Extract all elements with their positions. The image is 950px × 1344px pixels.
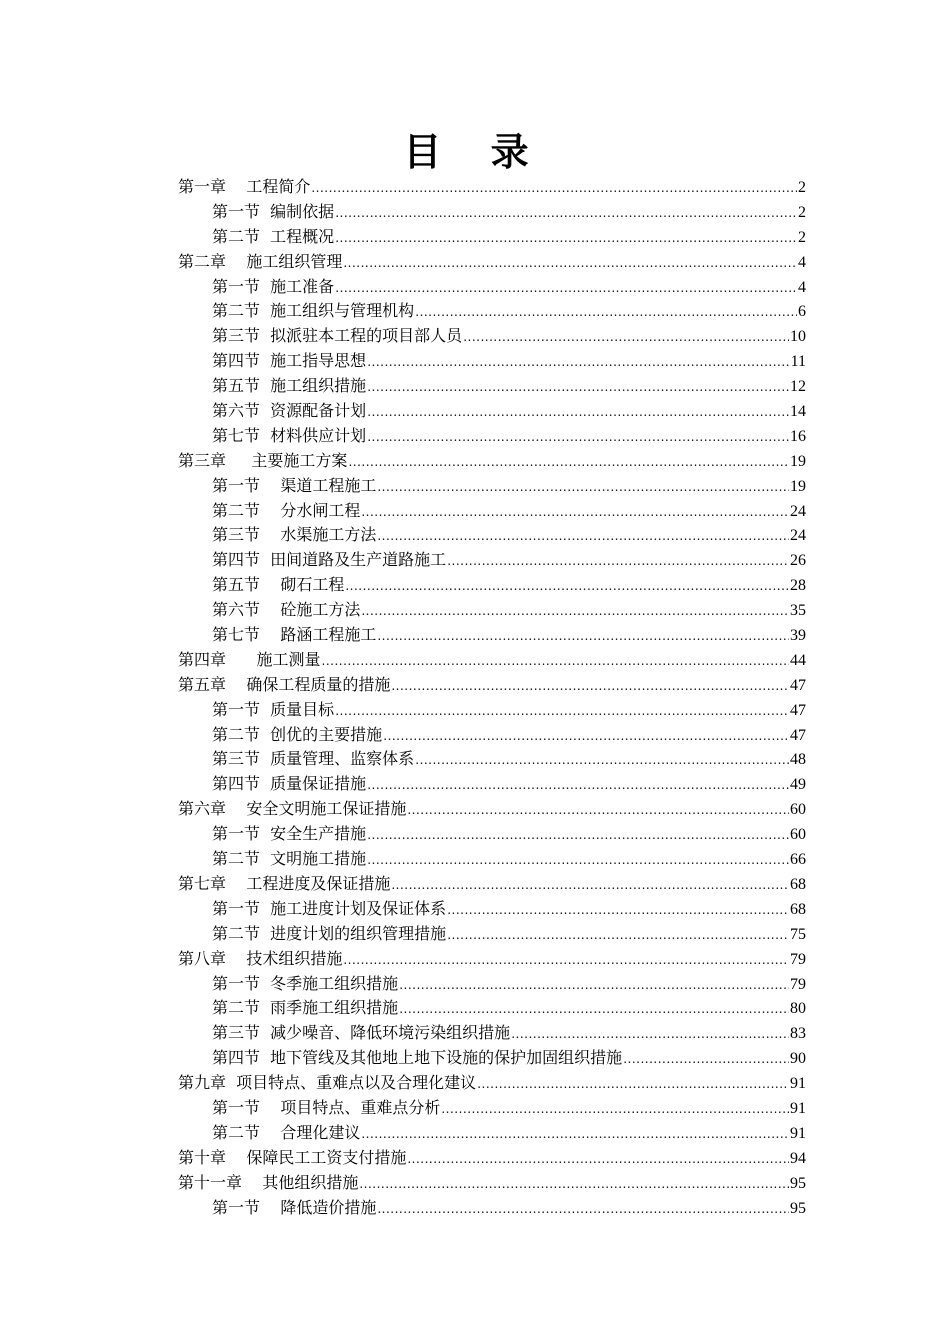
toc-page-number: 24	[790, 527, 806, 545]
toc-page-number: 66	[790, 851, 806, 869]
toc-entry-label: 第二节 创优的主要措施	[212, 724, 383, 744]
toc-section-entry[interactable]	[178, 1096, 806, 1121]
toc-page-number: 80	[790, 1000, 806, 1018]
toc-chapter-entry[interactable]	[178, 1146, 806, 1171]
toc-section-entry[interactable]	[178, 474, 806, 499]
toc-entry-label: 第七节 路涵工程施工	[212, 625, 377, 645]
toc-dot-leader	[348, 450, 789, 475]
toc-page-number: 68	[790, 900, 806, 918]
toc-entry-label: 第三节 质量管理、监察体系	[212, 749, 415, 769]
toc-chapter-entry[interactable]	[178, 797, 806, 822]
toc-page-number: 6	[798, 303, 806, 321]
toc-dot-leader	[377, 1197, 789, 1222]
toc-dot-leader	[361, 599, 789, 624]
toc-chapter-entry[interactable]	[178, 1071, 806, 1096]
toc-entry-label: 第四节 施工指导思想	[212, 351, 367, 371]
toc-dot-leader	[335, 276, 797, 301]
toc-section-entry[interactable]	[178, 972, 806, 997]
toc-entry-label: 第九章 项目特点、重难点以及合理化建议	[178, 1073, 477, 1093]
toc-section-entry[interactable]	[178, 573, 806, 598]
toc-dot-leader	[391, 873, 789, 898]
toc-section-entry[interactable]	[178, 822, 806, 847]
toc-section-entry[interactable]	[178, 723, 806, 748]
toc-dot-leader	[335, 699, 789, 724]
toc-page-number: 47	[790, 726, 806, 744]
toc-section-entry[interactable]	[178, 897, 806, 922]
toc-page-number: 44	[790, 651, 806, 669]
toc-dot-leader	[623, 1047, 789, 1072]
toc-entry-label: 第一节 项目特点、重难点分析	[212, 1097, 441, 1117]
toc-dot-leader	[399, 973, 789, 998]
toc-page-number: 60	[790, 826, 806, 844]
toc-dot-leader	[367, 400, 789, 425]
toc-page-number: 49	[790, 776, 806, 794]
toc-section-entry[interactable]	[178, 200, 806, 225]
toc-page-number: 90	[790, 1050, 806, 1068]
toc-page-number: 4	[798, 278, 806, 296]
toc-entry-label: 第二节 雨季施工组织措施	[212, 998, 399, 1018]
toc-entry-label: 第三节 水渠施工方法	[212, 525, 377, 545]
toc-dot-leader	[335, 201, 797, 226]
toc-dot-leader	[447, 923, 789, 948]
toc-dot-leader	[399, 997, 789, 1022]
toc-entry-label: 第二节 工程概况	[212, 226, 335, 246]
toc-page-number: 2	[798, 203, 806, 221]
toc-dot-leader	[367, 350, 789, 375]
toc-chapter-entry[interactable]	[178, 449, 806, 474]
toc-entry-label: 第一节 降低造价措施	[212, 1197, 377, 1217]
toc-page-number: 79	[790, 950, 806, 968]
toc-entry-label: 第一节 施工准备	[212, 276, 335, 296]
toc-page-number: 39	[790, 627, 806, 645]
toc-section-entry[interactable]	[178, 698, 806, 723]
toc-chapter-entry[interactable]	[178, 872, 806, 897]
toc-section-entry[interactable]	[178, 548, 806, 573]
toc-page-number: 16	[790, 427, 806, 445]
toc-page-number: 11	[790, 353, 806, 371]
toc-entry-label: 第二节 文明施工措施	[212, 849, 367, 869]
toc-dot-leader	[359, 1172, 789, 1197]
toc-section-entry[interactable]	[178, 996, 806, 1021]
toc-page-number: 2	[798, 228, 806, 246]
toc-section-entry[interactable]	[178, 424, 806, 449]
toc-dot-leader	[345, 574, 789, 599]
toc-dot-leader	[415, 300, 797, 325]
toc-entry-label: 第七章 工程进度及保证措施	[178, 873, 391, 893]
toc-dot-leader	[367, 773, 789, 798]
toc-page-number: 10	[790, 328, 806, 346]
toc-page-number: 94	[790, 1149, 806, 1167]
toc-page-number: 12	[790, 378, 806, 396]
toc-dot-leader	[447, 898, 789, 923]
toc-page-number: 68	[790, 875, 806, 893]
toc-entry-label: 第四节 地下管线及其他地上地下设施的保护加固组织措施	[212, 1048, 623, 1068]
toc-dot-leader	[343, 251, 797, 276]
toc-title: 目 录	[403, 130, 547, 174]
toc-entry-label: 第六节 资源配备计划	[212, 401, 367, 421]
toc-dot-leader	[377, 524, 789, 549]
toc-chapter-entry[interactable]	[178, 648, 806, 673]
toc-entry-label: 第一节 施工进度计划及保证体系	[212, 898, 447, 918]
toc-entry-label: 第一节 编制依据	[212, 201, 335, 221]
toc-page-number: 91	[790, 1124, 806, 1142]
toc-page-number: 19	[790, 477, 806, 495]
toc-dot-leader	[441, 1097, 789, 1122]
toc-entry-label: 第六章 安全文明施工保证措施	[178, 799, 407, 819]
toc-entry-label: 第十一章 其他组织措施	[178, 1172, 359, 1192]
toc-section-entry[interactable]	[178, 598, 806, 623]
toc-dot-leader	[361, 1122, 789, 1147]
toc-entry-label: 第四节 质量保证措施	[212, 774, 367, 794]
toc-dot-leader	[377, 624, 789, 649]
toc-page-number: 75	[790, 925, 806, 943]
toc-dot-leader	[447, 549, 789, 574]
toc-page-number: 2	[798, 179, 806, 196]
toc-page-number: 19	[790, 452, 806, 470]
toc-dot-leader	[367, 425, 789, 450]
toc-dot-leader	[391, 674, 789, 699]
toc-section-entry[interactable]	[178, 299, 806, 324]
toc-entry-label: 第一节 渠道工程施工	[212, 475, 377, 495]
toc-entry-label: 第五节 施工组织措施	[212, 376, 367, 396]
toc-list	[178, 175, 806, 1220]
toc-page-number: 14	[790, 403, 806, 421]
toc-section-entry[interactable]	[178, 1046, 806, 1071]
toc-entry-label: 第三节 减少噪音、降低环境污染组织措施	[212, 1023, 511, 1043]
toc-section-entry[interactable]	[178, 374, 806, 399]
toc-dot-leader	[335, 226, 797, 251]
toc-dot-leader	[343, 948, 789, 973]
toc-entry-label: 第一节 冬季施工组织措施	[212, 973, 399, 993]
toc-entry-label: 第二章 施工组织管理	[178, 251, 343, 271]
toc-page-number: 83	[790, 1025, 806, 1043]
toc-entry-label: 第一章 工程简介	[178, 177, 311, 196]
toc-section-entry[interactable]	[178, 225, 806, 250]
toc-entry-label: 第一节 安全生产措施	[212, 824, 367, 844]
toc-entry-label: 第二节 合理化建议	[212, 1122, 361, 1142]
toc-dot-leader	[367, 848, 789, 873]
toc-dot-leader	[477, 1072, 789, 1097]
toc-section-entry[interactable]	[178, 922, 806, 947]
toc-entry-label: 第四章 施工测量	[178, 649, 321, 669]
toc-page-number: 28	[790, 577, 806, 595]
toc-entry-label: 第十章 保障民工工资支付措施	[178, 1147, 407, 1167]
toc-section-entry[interactable]	[178, 1021, 806, 1046]
toc-section-entry[interactable]	[178, 1196, 806, 1221]
toc-dot-leader	[415, 748, 789, 773]
toc-page-number: 47	[790, 676, 806, 694]
toc-page-number: 47	[790, 701, 806, 719]
toc-dot-leader	[407, 798, 789, 823]
toc-entry-label: 第八章 技术组织措施	[178, 948, 343, 968]
toc-entry-label: 第四节 田间道路及生产道路施工	[212, 550, 447, 570]
toc-dot-leader	[322, 649, 789, 674]
toc-section-entry[interactable]	[178, 399, 806, 424]
toc-section-entry[interactable]	[178, 747, 806, 772]
toc-entry-label: 第二节 进度计划的组织管理措施	[212, 923, 447, 943]
toc-section-entry[interactable]	[178, 772, 806, 797]
toc-entry-label: 第二节 分水闸工程	[212, 500, 361, 520]
toc-dot-leader	[377, 475, 789, 500]
toc-entry-label: 第一节 质量目标	[212, 699, 335, 719]
toc-section-entry[interactable]	[178, 324, 806, 349]
toc-page-number: 26	[790, 552, 806, 570]
toc-section-entry[interactable]	[178, 1121, 806, 1146]
toc-section-entry[interactable]	[178, 499, 806, 524]
toc-page-number: 60	[790, 801, 806, 819]
toc-section-entry[interactable]	[178, 623, 806, 648]
toc-page-number: 4	[798, 253, 806, 271]
toc-page-number: 91	[790, 1075, 806, 1093]
toc-page-number: 95	[790, 1174, 806, 1192]
toc-chapter-entry[interactable]	[178, 175, 806, 200]
toc-entry-label: 第六节 砼施工方法	[212, 600, 361, 620]
toc-page-number: 35	[790, 602, 806, 620]
toc-entry-label: 第七节 材料供应计划	[212, 425, 367, 445]
toc-dot-leader	[463, 325, 789, 350]
toc-page-number: 79	[790, 975, 806, 993]
toc-dot-leader	[407, 1147, 789, 1172]
toc-entry-label: 第五章 确保工程质量的措施	[178, 674, 391, 694]
toc-entry-label: 第二节 施工组织与管理机构	[212, 301, 415, 321]
toc-page-number: 48	[790, 751, 806, 769]
toc-page-number: 91	[790, 1099, 806, 1117]
toc-page-number: 24	[790, 502, 806, 520]
toc-dot-leader	[367, 375, 789, 400]
toc-section-entry[interactable]	[178, 523, 806, 548]
toc-chapter-entry[interactable]	[178, 250, 806, 275]
toc-entry-label: 第三章 主要施工方案	[178, 450, 348, 470]
toc-chapter-entry[interactable]	[178, 673, 806, 698]
toc-dot-leader	[511, 1022, 789, 1047]
toc-entry-label: 第五节 砌石工程	[212, 575, 345, 595]
toc-section-entry[interactable]	[178, 275, 806, 300]
toc-section-entry[interactable]	[178, 349, 806, 374]
toc-chapter-entry[interactable]	[178, 947, 806, 972]
toc-dot-leader	[367, 823, 789, 848]
toc-dot-leader	[311, 176, 797, 201]
toc-chapter-entry[interactable]	[178, 1171, 806, 1196]
toc-dot-leader	[383, 724, 789, 749]
toc-page-number: 95	[790, 1199, 806, 1217]
toc-section-entry[interactable]	[178, 847, 806, 872]
toc-entry-label: 第三节 拟派驻本工程的项目部人员	[212, 326, 463, 346]
toc-dot-leader	[361, 500, 789, 525]
